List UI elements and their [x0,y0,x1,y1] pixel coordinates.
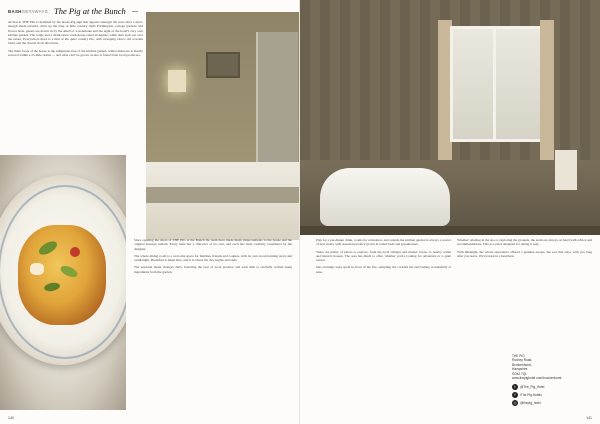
tomato [70,247,80,257]
paragraph: The main focus of the house is the sumptuous fare of the kitchen garden, while tableware is mostly sourced within a 25-mile radius — and what can't be grown on site is found from local producers. [8,48,143,58]
text-column [316,238,451,277]
text-column [134,238,292,277]
door [256,32,298,172]
address-line: SO42 7QL [512,371,528,376]
facebook-handle: /The.Pig.Hotels [520,393,542,398]
paragraph: The whole dining room is a welcome space for families, friends and couples, with its own wood-burning stove and candlelight. Breakfast is taken here, and it is where the day begins and ends. [134,253,292,263]
header-rule [132,11,138,12]
tart-shape [18,225,106,325]
wall-picture [206,52,240,78]
article-title: The Pig at the Bunch [53,6,126,16]
instagram-icon: ◎ [513,401,517,406]
cheese [30,263,44,275]
paragraph: There are plenty of places to explore, from the local villages and market towns, to nearby walks and historic houses. The area has much to offer, whether you're looking for adventure or a quiet retreat. [316,249,451,263]
text-column [457,238,592,277]
paragraph: Whether relaxing in the spa or exploring the grounds, the team are always on hand with advice and recommendations. This is a place designed for taking it easy. [457,238,592,247]
section-label-rest: GETAWAYS [21,8,48,14]
paragraph: Our evenings were spent in front of the fire, sampling the cocktail list and feeling wonderfully at ease. [316,265,451,274]
address-line: Hampshire [512,367,528,372]
bed-throw [146,187,300,203]
floor [300,226,600,235]
towel [555,150,577,190]
paragraph: Arrival at THE PIG is heralded by the house-Pig sign that appears amongst the trees after a short, though much-awaited, drive up the lane. A little country idyll: Farmington, cottage gardens and flower beds, guests are drawn in by the smell of woodsmoke and the sight of the hotel's very own kitchen garden. The lodge and a chalk-stone wash-house stand alongside, while deer look out over the estate. Everywhere there is a hint of the quiet country life, with sweeping views, old wooden barns and the church in all directions. [8,20,143,46]
food-photo [0,155,126,410]
page-header [8,6,138,16]
paragraph: Pigs for a pre-dinner drink, rooms for relaxation, and outside the kitchen garden is always a source of new treats, with seasonal produce grown in raised beds and greenhouses. [316,238,451,247]
address [512,354,561,380]
website-link[interactable]: www.thepighotel.com/brockenhurst [512,376,562,381]
bathtub [320,168,450,226]
paragraph: Since opening the doors of THE PIG at the Bunch the team have made many improvements to the house and the original features remain. Every suite has a character of its own, and each has been carefully considered by the designer. [134,238,292,251]
bedroom-photo [146,12,300,240]
right-columns [316,238,592,277]
curtain [540,20,554,160]
address-line: Rushey Road, [512,358,533,363]
window [450,26,546,142]
section-label: BASHGETAWAYS [8,8,48,14]
bathroom-photo [300,0,600,235]
right-page [300,0,600,424]
instagram-handle: @thepig_hotel [520,401,541,406]
address-line: Brockenhurst, [512,362,532,367]
facebook-icon: f [512,392,518,398]
lower-left-columns [134,238,292,277]
lamp [168,70,186,92]
twitter-handle: @The_Pig_Hotel [520,385,545,390]
paragraph: With hindsight, the whole experience offered a genuine escape, the sort that stays with you long after you leave. We'd return in a heartbeat. [457,249,592,258]
contact-block [512,354,561,406]
social-facebook[interactable] [512,392,561,398]
window-bar [493,26,496,142]
venue-name: THE PIG [512,354,525,358]
page-number: 140 [8,416,14,420]
page-number: 141 [586,416,592,420]
twitter-icon: t [512,384,518,390]
paragraph: The seasonal menu changes daily, featuring the best of local produce and each dish is carefully crafted using ingredients from the garden. [134,265,292,274]
social-instagram[interactable] [512,400,561,406]
social-twitter[interactable] [512,384,561,390]
text-column [8,20,143,60]
